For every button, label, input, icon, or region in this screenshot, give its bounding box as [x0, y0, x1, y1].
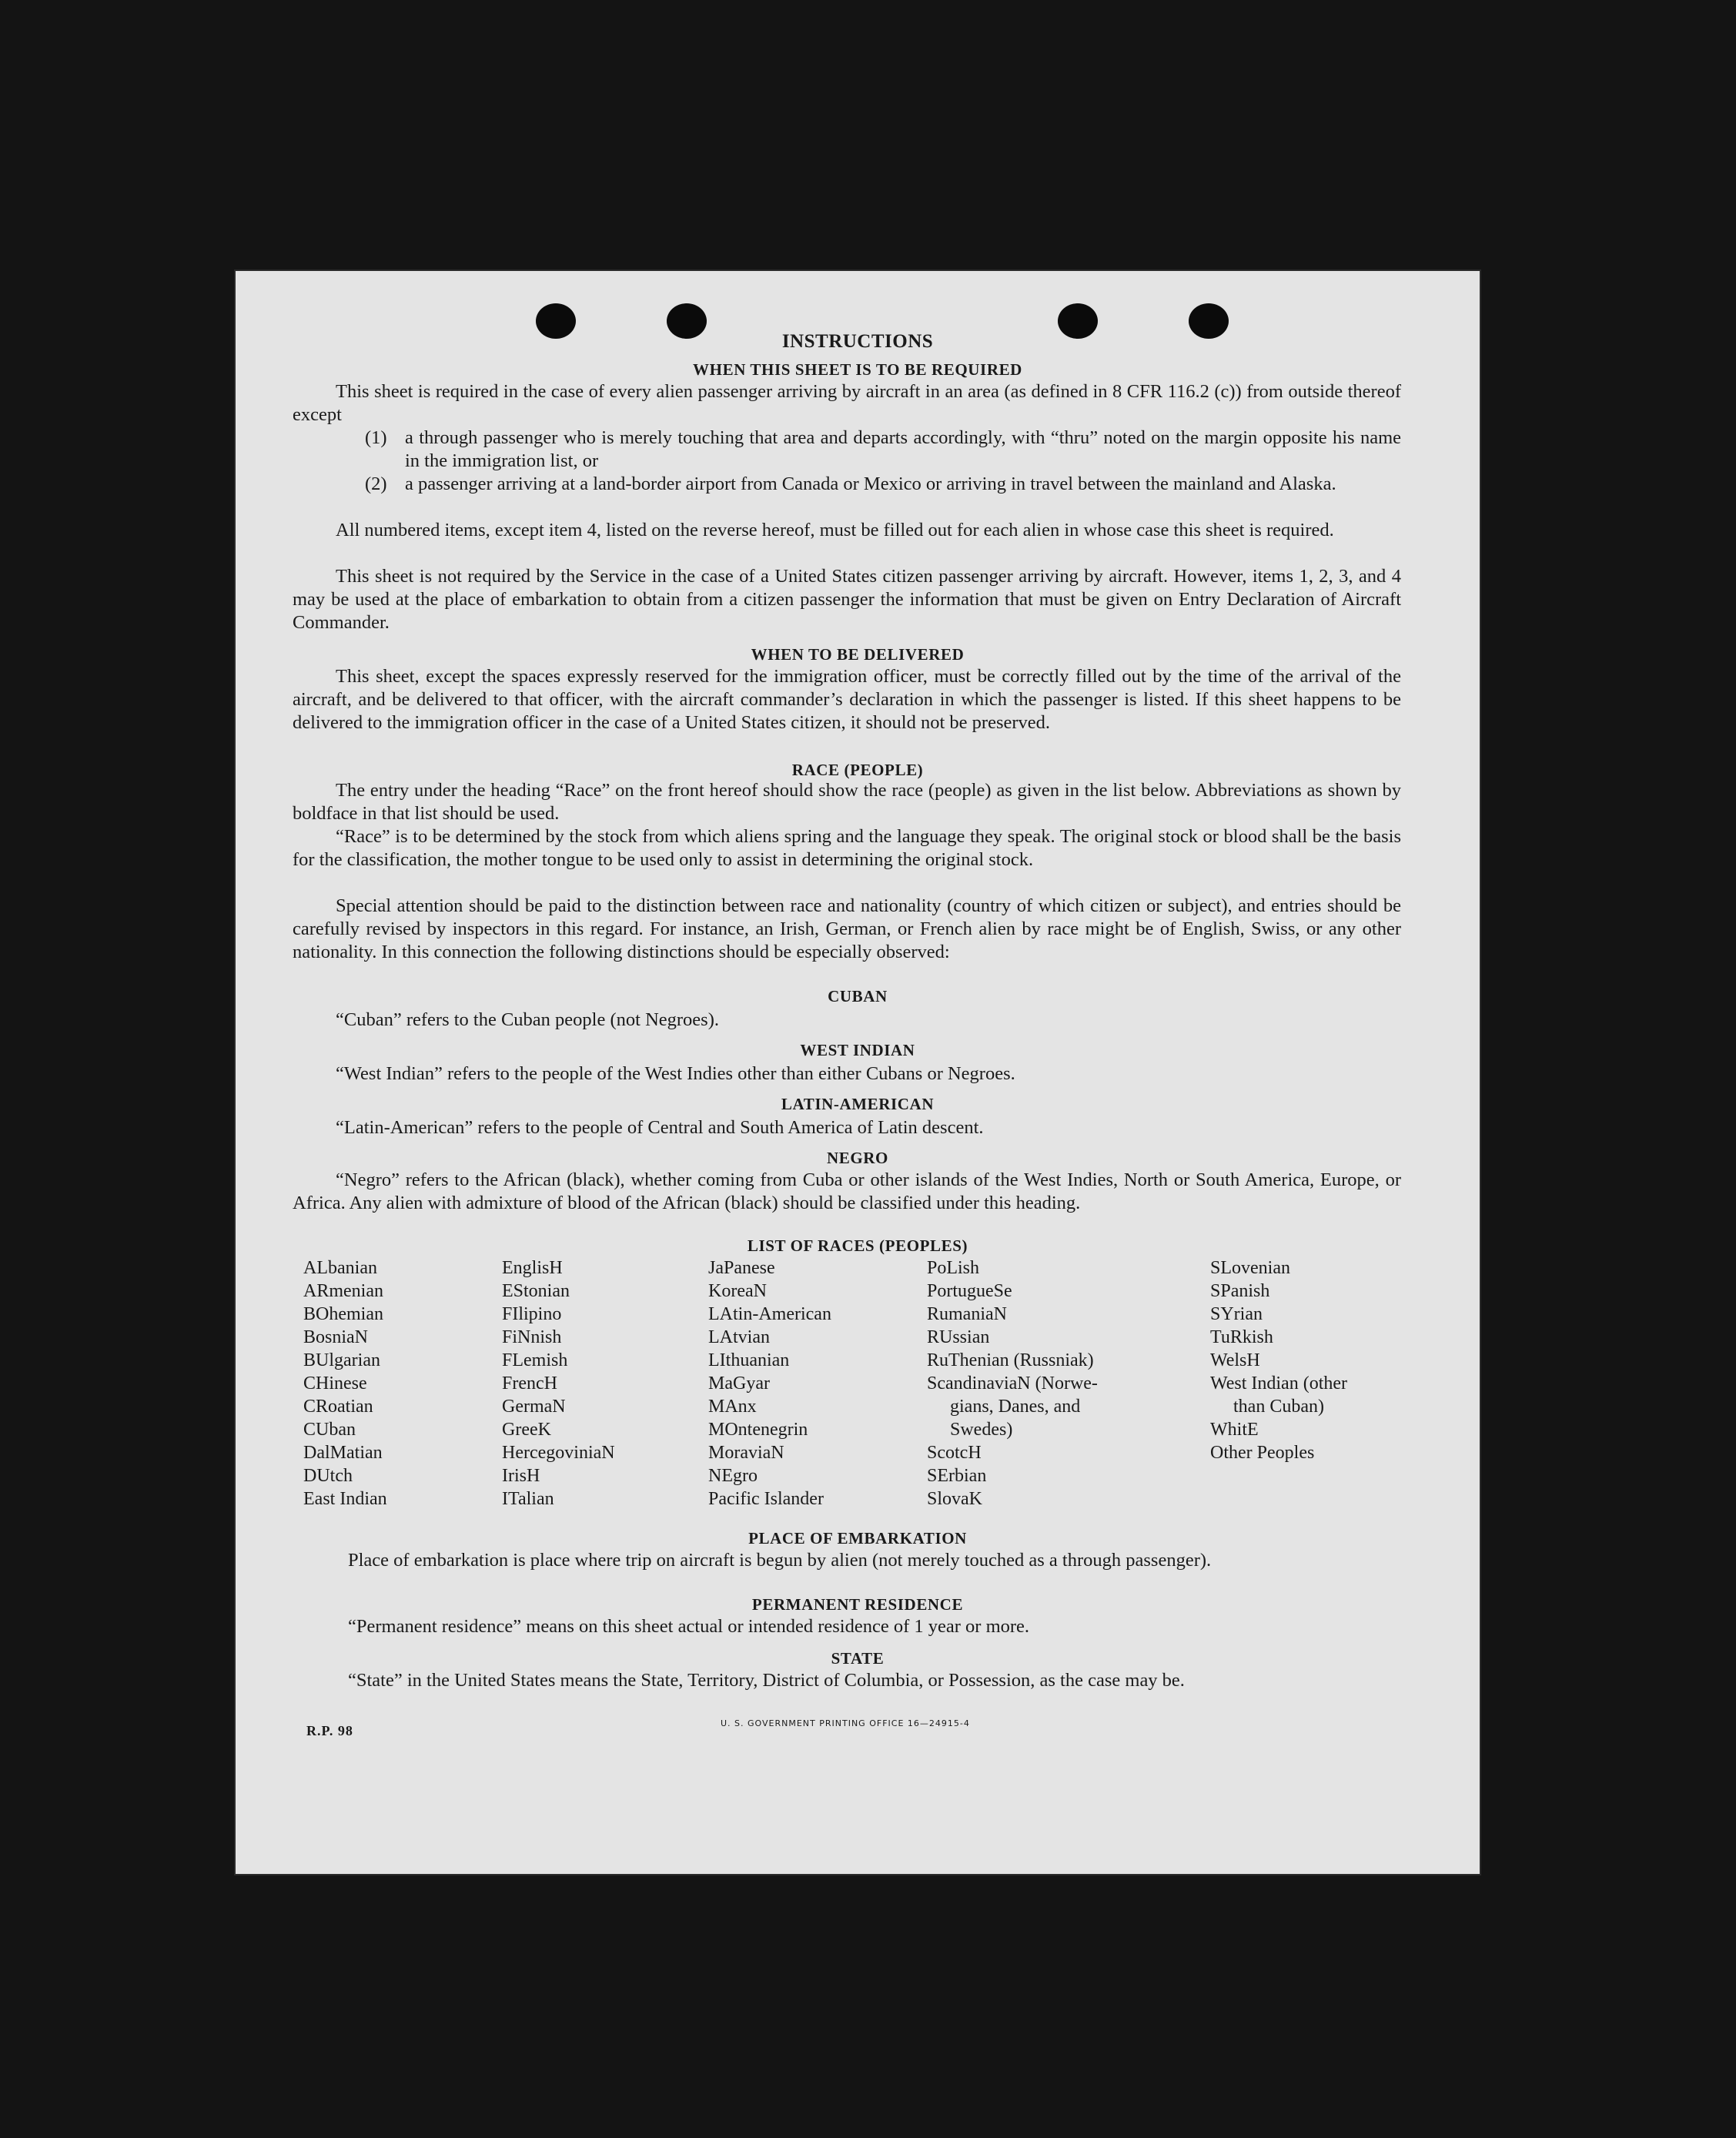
paragraph: “Latin-American” refers to the people of Central and South America of Latin descent. — [336, 1117, 984, 1138]
race-entry: Other Peoples — [1210, 1443, 1315, 1463]
race-entry: BosniaN — [303, 1327, 368, 1347]
race-entry: FrencH — [502, 1373, 557, 1394]
race-entry: SPanish — [1210, 1281, 1270, 1301]
paragraph: Special attention should be paid to the distinction between race and nationality (country of which citizen or subject), and entries should be carefully revised by inspectors in this regard. For instance, an Irish, German, or French alien by race might be of English, Swiss, or any other nationality. In this connection the following distinctions should be especially observed: — [293, 895, 1401, 962]
race-entry: SYrian — [1210, 1304, 1263, 1324]
race-entry: ARmenian — [303, 1281, 383, 1301]
race-entry: GreeK — [502, 1420, 551, 1440]
race-column — [303, 1256, 387, 1511]
race-entry: SLovenian — [1210, 1258, 1290, 1278]
race-entry: LIthuanian — [708, 1350, 790, 1370]
race-entry: West Indian (other — [1210, 1373, 1348, 1394]
document-page — [236, 271, 1480, 1874]
race-entry: PoLish — [927, 1258, 980, 1278]
heading-latin-american: LATIN-AMERICAN — [781, 1095, 935, 1113]
race-entry: DUtch — [303, 1466, 353, 1486]
race-entry: KoreaN — [708, 1281, 767, 1301]
race-entry: RumaniaN — [927, 1304, 1007, 1324]
race-entry: FLemish — [502, 1350, 568, 1370]
race-entry-continuation: Swedes) — [950, 1420, 1013, 1440]
heading-when-delivered: WHEN TO BE DELIVERED — [751, 645, 965, 664]
paragraph: “Race” is to be determined by the stock from which aliens spring and the language they speak. The original stock or blood shall be the basis for the classification, the mother tongue to be used only to assist in determining the original stock. — [293, 826, 1401, 870]
paragraph: “West Indian” refers to the people of the West Indies other than either Cubans or Negroes. — [336, 1063, 1015, 1084]
document-title: INSTRUCTIONS — [781, 331, 934, 352]
race-entry: TuRkish — [1210, 1327, 1273, 1347]
race-column — [927, 1256, 1098, 1511]
list-item: (1) a through passenger who is merely touching that area and departs accordingly, with “thru” noted on the margin opposite his name in the immigration list, or — [365, 427, 1401, 471]
heading-state: STATE — [831, 1649, 885, 1668]
race-entry: SErbian — [927, 1466, 987, 1486]
race-entry: RUssian — [927, 1327, 990, 1347]
race-entry: DalMatian — [303, 1443, 383, 1463]
race-entry: IrisH — [502, 1466, 540, 1486]
race-entry: MOntenegrin — [708, 1420, 808, 1440]
race-entry: WhitE — [1210, 1420, 1259, 1440]
race-column — [1210, 1256, 1347, 1464]
race-entry: CHinese — [303, 1373, 367, 1394]
paragraph: The entry under the heading “Race” on the front hereof should show the race (people) as given in the list below. Abbreviations as shown by boldface in that list should be used. — [293, 780, 1401, 824]
heading-permanent-residence: PERMANENT RESIDENCE — [751, 1595, 964, 1614]
race-entry: ScotcH — [927, 1443, 982, 1463]
race-entry: JaPanese — [708, 1258, 775, 1278]
heading-place-of-embarkation: PLACE OF EMBARKATION — [748, 1529, 967, 1547]
heading-race: RACE (PEOPLE) — [791, 761, 924, 779]
paragraph: “Permanent residence” means on this sheet actual or intended residence of 1 year or more. — [348, 1616, 1030, 1637]
paragraph: “State” in the United States means the State, Territory, District of Columbia, or Possession, as the case may be. — [348, 1670, 1185, 1691]
heading-west-indian: WEST INDIAN — [800, 1041, 915, 1059]
paragraph: All numbered items, except item 4, listed on the reverse hereof, must be filled out for each alien in whose case this sheet is required. — [336, 520, 1334, 540]
form-number: R.P. 98 — [306, 1723, 353, 1738]
heading-cuban: CUBAN — [828, 987, 888, 1005]
heading-when-required: WHEN THIS SHEET IS TO BE REQUIRED — [693, 360, 1022, 379]
heading-list-of-races: LIST OF RACES (PEOPLES) — [747, 1236, 968, 1255]
race-entry: PortugueSe — [927, 1281, 1012, 1301]
race-entry: CRoatian — [303, 1397, 373, 1417]
paragraph: This sheet, except the spaces expressly reserved for the immigration officer, must be correctly filled out by the time of the arrival of the aircraft, and be delivered to that officer, with the aircraft commander’s declaration in which the passenger is listed. If this sheet happens to be delivered to the immigration officer in the case of a United States citizen, it should not be preserved. — [293, 666, 1401, 733]
printer-imprint: U. S. GOVERNMENT PRINTING OFFICE 16—24915-4 — [721, 1718, 970, 1728]
paragraph: Place of embarkation is place where trip on aircraft is begun by alien (not merely touched as a through passenger). — [348, 1550, 1212, 1571]
race-entry: MaGyar — [708, 1373, 770, 1394]
list-item: (2) a passenger arriving at a land-border airport from Canada or Mexico or arriving in travel between the mainland and Alaska. — [365, 473, 1336, 494]
paragraph: “Cuban” refers to the Cuban people (not Negroes). — [336, 1009, 719, 1030]
race-entry: East Indian — [303, 1489, 387, 1509]
race-entry: Pacific Islander — [708, 1489, 824, 1509]
race-entry: HercegoviniaN — [502, 1443, 615, 1463]
race-entry: LAtin-American — [708, 1304, 831, 1324]
race-entry: ScandinaviaN (Norwe- — [927, 1373, 1098, 1394]
paragraph: “Negro” refers to the African (black), whether coming from Cuba or other islands of the West Indies, North or South America, Europe, or Africa. Any alien with admixture of blood of the African (black) should be classified under this heading. — [293, 1169, 1401, 1213]
item-number: (1) — [365, 427, 387, 448]
paragraph: This sheet is not required by the Service in the case of a United States citizen passenger arriving by aircraft. However, items 1, 2, 3, and 4 may be used at the place of embarkation to obtain from a citizen passenger the information that must be given on Entry Declaration of Aircraft Commander. — [293, 566, 1401, 633]
race-entry: FiNnish — [502, 1327, 562, 1347]
race-entry: EStonian — [502, 1281, 570, 1301]
race-entry: WelsH — [1210, 1350, 1260, 1370]
race-entry: ALbanian — [303, 1258, 377, 1278]
race-column — [708, 1256, 831, 1511]
race-entry: ITalian — [502, 1489, 554, 1509]
race-entry: MoraviaN — [708, 1443, 784, 1463]
race-entry: EnglisH — [502, 1258, 563, 1278]
race-entry: FIlipino — [502, 1304, 562, 1324]
race-entry-continuation: gians, Danes, and — [950, 1397, 1081, 1417]
paragraph: This sheet is required in the case of every alien passenger arriving by aircraft in an area (as defined in 8 CFR 116.2 (c)) from outside thereof except — [293, 381, 1401, 425]
race-entry: BUlgarian — [303, 1350, 380, 1370]
race-entry-continuation: than Cuban) — [1233, 1397, 1324, 1417]
race-entry: RuThenian (Russniak) — [927, 1350, 1094, 1370]
race-entry: CUban — [303, 1420, 356, 1440]
item-number: (2) — [365, 473, 387, 494]
race-entry: BOhemian — [303, 1304, 383, 1324]
race-entry: MAnx — [708, 1397, 757, 1417]
race-entry: NEgro — [708, 1466, 758, 1486]
race-entry: GermaN — [502, 1397, 566, 1417]
race-entry: SlovaK — [927, 1489, 982, 1509]
race-entry: LAtvian — [708, 1327, 770, 1347]
race-column — [502, 1256, 615, 1511]
heading-negro: NEGRO — [826, 1149, 888, 1167]
